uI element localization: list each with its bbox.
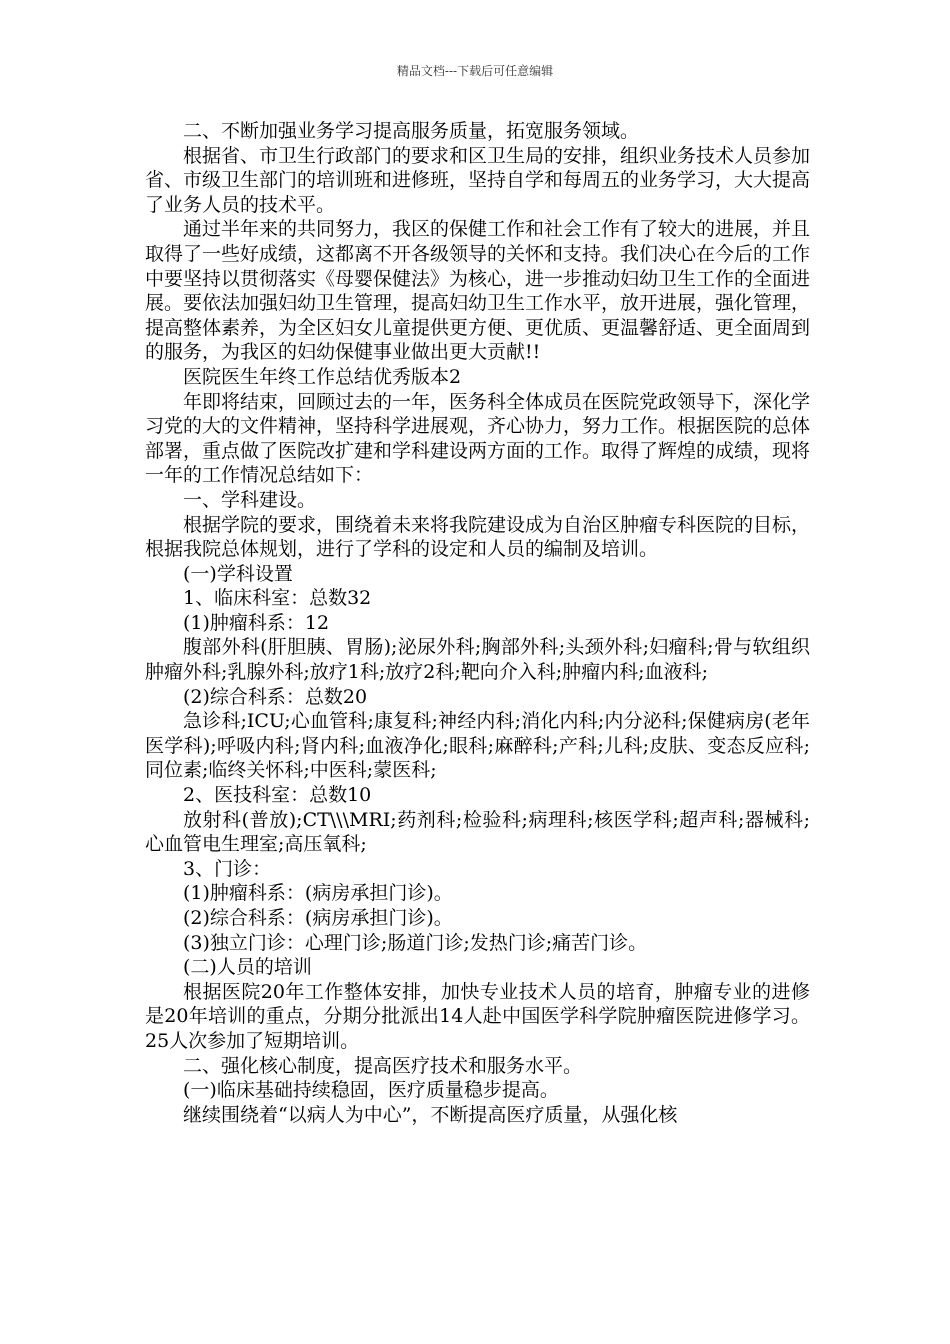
list-item: 3、门诊： — [183, 857, 272, 880]
list-item: (1)肿瘤科系：12 — [183, 611, 330, 634]
paragraph: 根据医院20年工作整体安排，加快专业技术人员的培育，肿瘤专业的进修是20年培训的重点，分期分批派出14人赴中国医学科学院肿瘤医院进修学习。25人次参加了短期培训。 — [145, 980, 810, 1052]
paragraph: 通过半年来的共同努力，我区的保健工作和社会工作有了较大的进展，并且取得了一些好成绩，这都离不开各级领导的关怀和支持。我们决心在今后的工作中要坚持以贯彻落实《母婴保健法》为核心，进一步推动妇幼卫生工作的全面进展。要依法加强妇幼卫生管理，提高妇幼卫生工作水平，放开进展，强化管理，提高整体素养，为全区妇女儿童提供更方便、更优质、更温馨舒适、更全面周到的服务，为我区的妇幼保健事业做出更大贡献!! — [145, 218, 811, 364]
paragraph: 根据省、市卫生行政部门的要求和区卫生局的安排，组织业务技术人员参加省、市级卫生部门的培训班和进修班，坚持自学和每周五的业务学习，大大提高了业务人员的技术平。 — [145, 144, 811, 216]
paragraph: 急诊科;ICU;心血管科;康复科;神经内科;消化内科;内分泌科;保健病房(老年医学科);呼吸内科;肾内科;血液净化;眼科;麻醉科;产科;儿科;皮肤、变态反应科;同位素;临终关怀科;中医科;蒙医科; — [145, 710, 810, 782]
heading: 二、强化核心制度，提高医疗技术和服务水平。 — [183, 1054, 583, 1077]
subheading: (一)临床基础持续稳固，医疗质量稳步提高。 — [183, 1079, 559, 1102]
section-title: 医院医生年终工作总结优秀版本2 — [183, 365, 462, 388]
list-item: 2、医技科室：总数10 — [183, 784, 372, 807]
subheading: (二)人员的培训 — [183, 956, 312, 979]
paragraph: 二、不断加强业务学习提高服务质量，拓宽服务领域。 — [183, 120, 640, 142]
list-item: (2)综合科系：(病房承担门诊)。 — [183, 907, 453, 929]
subheading: (一)学科设置 — [183, 562, 293, 585]
paragraph: 放射科(普放);CT\\\MRI;药剂科;检验科;病理科;核医学科;超声科;器械科;心血管电生理室;高压氧科; — [145, 808, 810, 856]
list-item: (1)肿瘤科系：(病房承担门诊)。 — [183, 882, 453, 905]
list-item: 1、临床科室：总数32 — [183, 587, 372, 610]
list-item: (2)综合科系：总数20 — [183, 685, 368, 708]
heading: 一、学科建设。 — [183, 488, 317, 511]
list-item: (3)独立门诊：心理门诊;肠道门诊;发热门诊;痛苦门诊。 — [183, 931, 648, 954]
paragraph: 腹部外科(肝胆胰、胃肠);泌尿外科;胸部外科;头颈外科;妇瘤科;骨与软组织肿瘤外科;乳腺外科;放疗1科;放疗2科;靶向介入科;肿瘤内科;血液科; — [145, 636, 810, 684]
page-header: 精品文档---下载后可任意编辑 — [396, 64, 554, 78]
paragraph: 根据学院的要求，围绕着未来将我院建设成为自治区肿瘤专科医院的目标，根据我院总体规划，进行了学科的设定和人员的编制及培训。 — [145, 513, 811, 561]
paragraph: 继续围绕着“以病人为中心”，不断提高医疗质量，从强化核 — [183, 1103, 678, 1126]
document-body — [145, 119, 810, 1127]
paragraph: 年即将结束，回顾过去的一年，医务科全体成员在医院党政领导下，深化学习党的大的文件精神，坚持科学进展观，齐心协力，努力工作。根据医院的总体部署，重点做了医院改扩建和学科建设两方面的工作。取得了辉煌的成绩，现将一年的工作情况总结如下： — [145, 390, 811, 487]
